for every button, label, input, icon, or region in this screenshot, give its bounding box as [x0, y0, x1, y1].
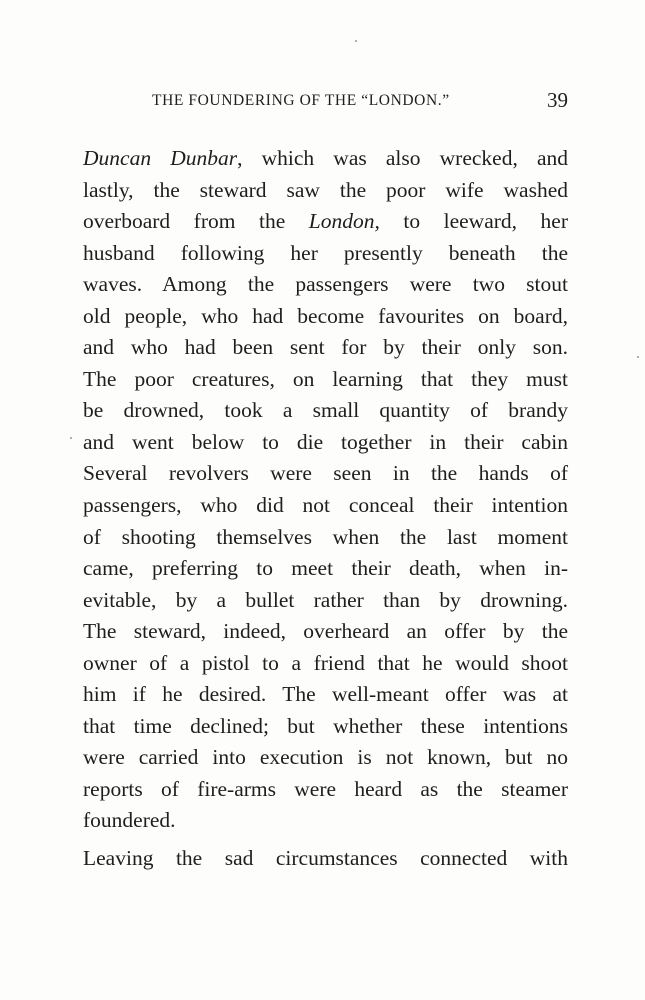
text-line: that time declined; but whether these intentions: [83, 713, 568, 738]
text-line: foundered.: [83, 808, 176, 833]
text-line: of shooting themselves when the last moment: [83, 524, 568, 549]
text-line: Duncan Dunbar, which was also wrecked, and: [83, 146, 568, 170]
text-line: owner of a pistol to a friend that he would shoot: [83, 650, 568, 675]
text-line: him if he desired. The well-meant offer was at: [83, 682, 568, 707]
text-line: reports of fire-arms were heard as the steamer: [83, 776, 568, 801]
scan-speck: [637, 356, 639, 358]
text-line: were carried into execution is not known, but no: [83, 745, 568, 770]
text-line: passengers, who did not conceal their intention: [83, 493, 568, 518]
text-line: and who had been sent for by their only son.: [83, 335, 568, 360]
running-header: [152, 88, 568, 114]
text-line: overboard from the London, to leeward, her: [83, 209, 568, 234]
text-line: husband following her presently beneath the: [83, 240, 568, 265]
page-number: 39: [547, 88, 568, 112]
text-line: be drowned, took a small quantity of brandy: [83, 398, 568, 423]
ship-name-italic: London,: [308, 209, 380, 234]
text-line: came, preferring to meet their death, when in-: [83, 556, 568, 581]
text-line: and went below to die together in their cabin: [83, 429, 568, 454]
text-line: lastly, the steward saw the poor wife washed: [83, 177, 568, 202]
ship-name-italic: Duncan Dunbar: [83, 146, 238, 170]
running-title: THE FOUNDERING OF THE “LONDON.”: [152, 92, 450, 109]
body-text: [83, 143, 568, 875]
text-line: The poor creatures, on learning that they must: [83, 366, 568, 391]
paragraph-start-line: Leaving the sad circumstances connected with: [83, 846, 568, 871]
scan-speck: [70, 437, 72, 439]
text-line: waves. Among the passengers were two stout: [83, 272, 568, 297]
text-line: old people, who had become favourites on board,: [83, 303, 568, 328]
text-line: The steward, indeed, overheard an offer by the: [83, 619, 568, 644]
text-line: evitable, by a bullet rather than by drowning.: [83, 587, 568, 612]
text-line: Several revolvers were seen in the hands of: [83, 461, 568, 486]
scan-speck: [355, 40, 357, 42]
